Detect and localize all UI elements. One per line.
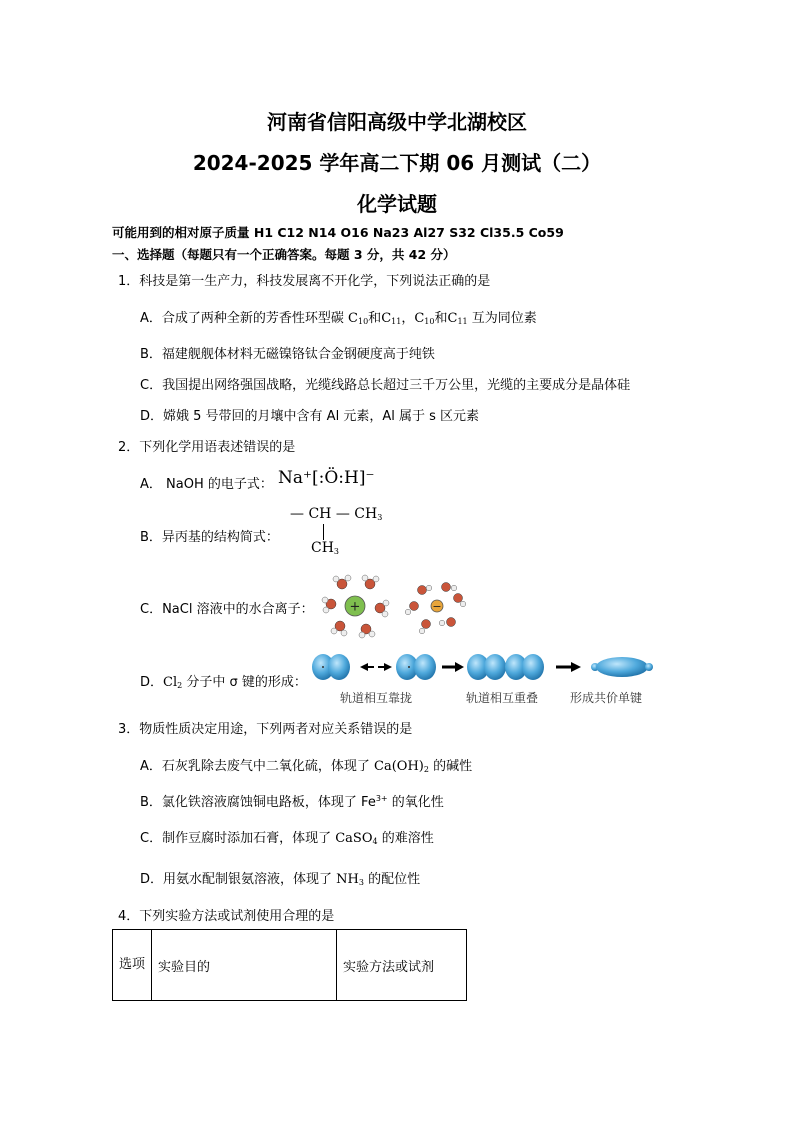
section-heading: 一、选择题（每题只有一个正确答案。每题 3 分，共 42 分） [112,247,456,262]
naoh-electron-formula: Na⁺[:Ö:H]⁻ [278,468,375,488]
q4-table [112,929,467,1001]
q1-option-a: A．合成了两种全新的芳香性环型碳 $C_{10}$和$C_{11}$，$C_{10}$和$C_{11}$ 互为同位素 [140,311,537,326]
q2-option-b-label: B．异丙基的结构简式： [140,530,279,545]
hydrated-chloride-ion [405,583,466,634]
arrow-right [384,663,392,671]
hydrated-ions-figure [318,572,478,640]
q3-option-b: B．氯化铁溶液腐蚀铜电路板，体现了 $Fe^{3+}$ 的氧化性 [140,794,444,810]
isopropyl-bottom: $CH_3$ [311,540,340,556]
isopropyl-top: — CH — $CH_3$ [290,506,383,522]
caption-overlap: 轨道相互重叠 [466,691,539,705]
col-option: 选项 [113,930,152,1001]
caption-approach: 轨道相互靠拢 [340,691,413,705]
q3-option-d: D．用氨水配制银氨溶液，体现了 $NH_3$ 的配位性 [140,872,421,887]
subject-title: 化学试题 [357,192,437,216]
q1-stem: 1．科技是第一生产力，科技发展离不开化学，下列说法正确的是 [118,274,491,289]
arrow-bond [571,662,581,672]
atomic-masses: 可能用到的相对原子质量 H1 C12 N14 O16 Na23 Al27 S32 Cl35.5 Co59 [112,225,564,240]
exam-title: 2024-2025 学年高二下期 06 月测试（二） [192,151,602,175]
orbitals-overlapping [467,654,544,680]
q2-option-d-label: D．$Cl_2$ 分子中 σ 键的形成： [140,675,307,690]
q4-stem: 4．下列实验方法或试剂使用合理的是 [118,909,335,924]
svg-text:+: + [349,599,361,615]
q1-option-b: B．福建舰舰体材料无磁镍铬钛合金钢硬度高于纯铁 [140,347,435,362]
orbitals-approaching [312,654,350,680]
q2-stem: 2．下列化学用语表述错误的是 [118,440,296,455]
single-bond-orbital [591,657,653,677]
q3-option-a: A．石灰乳除去废气中二氧化硫，体现了 $Ca(OH)_2$ 的碱性 [140,759,473,774]
svg-text:−: − [432,600,442,613]
arrow-overlap [455,662,464,672]
isopropyl-bond [323,524,324,540]
q2-option-c-label: C．NaCl 溶液中的水合离子： [140,602,314,617]
table-header-row [113,930,467,1001]
school-title: 河南省信阳高级中学北湖校区 [267,110,527,134]
col-method: 实验方法或试剂 [337,930,467,1001]
q3-stem: 3．物质性质决定用途，下列两者对应关系错误的是 [118,722,413,737]
q1-option-c: C．我国提出网络强国战略，光缆线路总长超过三千万公里，光缆的主要成分是晶体硅 [140,378,631,393]
q3-option-c: C．制作豆腐时添加石膏，体现了 CaSO$_4$ 的难溶性 [140,831,434,846]
caption-single-bond: 形成共价单键 [570,691,643,705]
hydrated-sodium-ion [322,575,389,638]
col-purpose: 实验目的 [152,930,337,1001]
orbitals-approaching-2 [396,654,436,680]
q1-option-d: D．嫦娥 5 号带回的月壤中含有 Al 元素，Al 属于 s 区元素 [140,409,479,424]
sigma-bond-figure [308,650,660,684]
q2-option-a-label: A． NaOH 的电子式： [140,477,273,492]
